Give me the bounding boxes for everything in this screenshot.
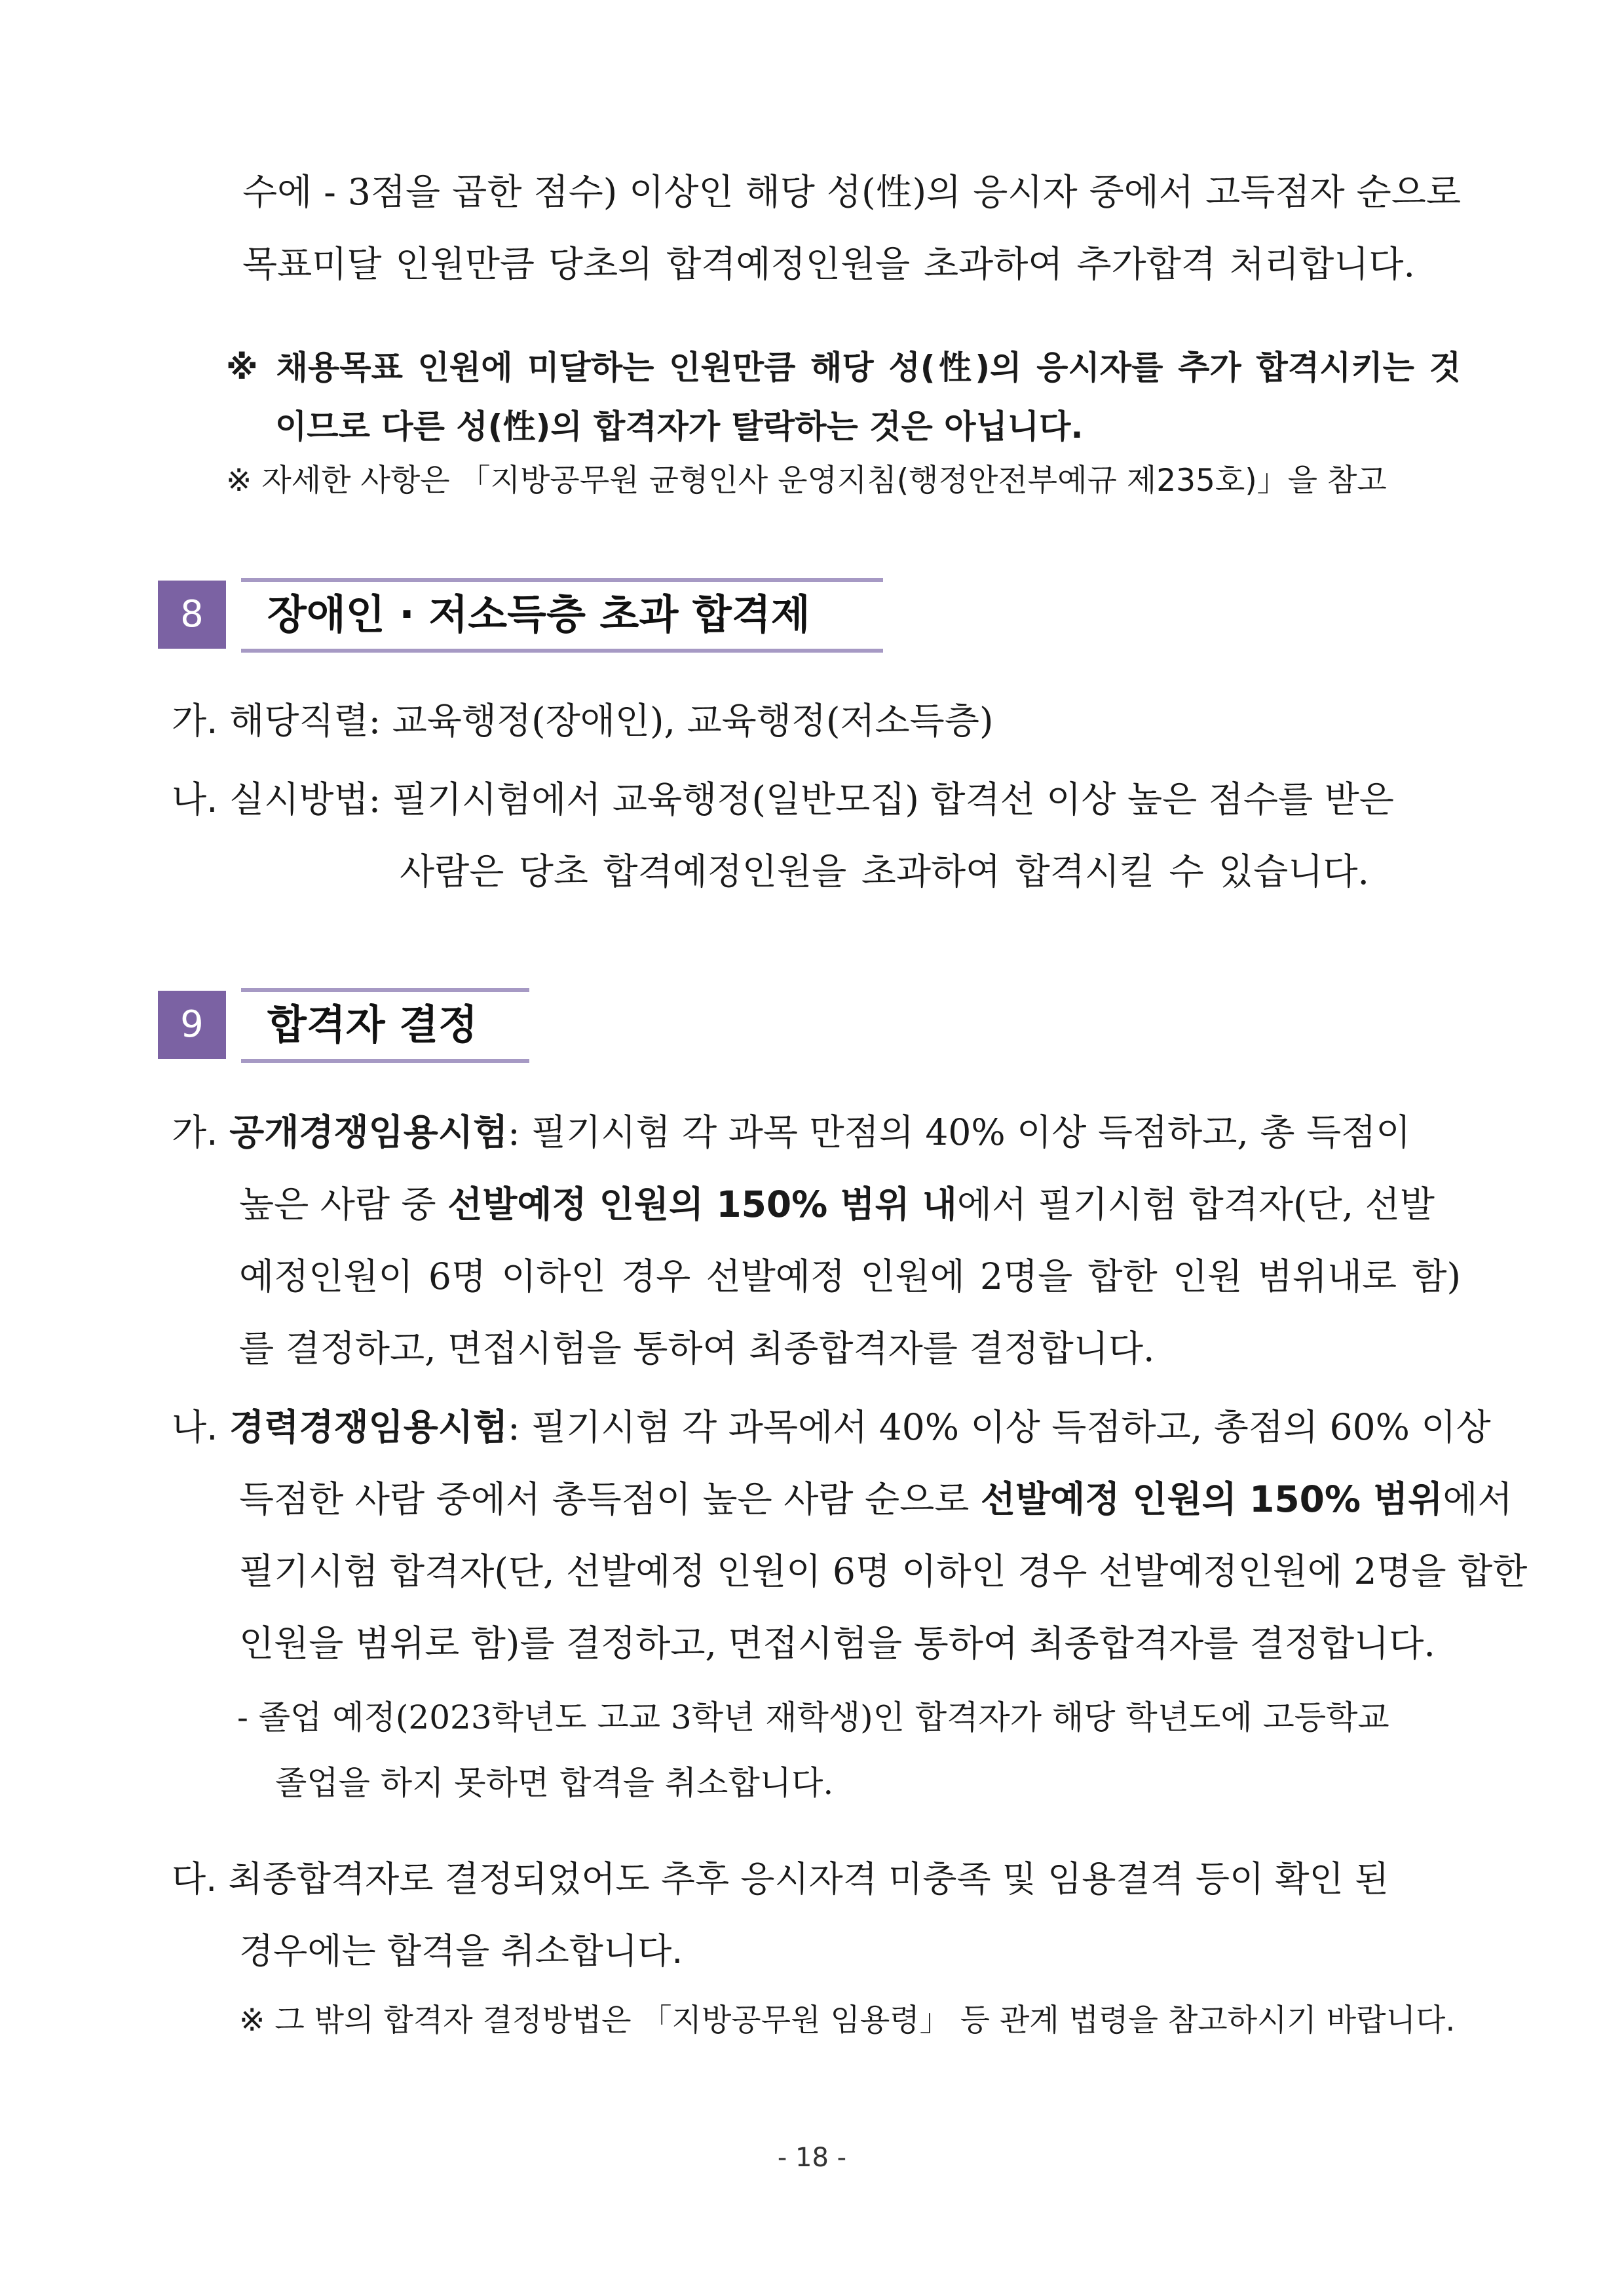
section-9-item-b-line-4: 인원을 범위로 함)를 결정하고, 면접시험을 통하여 최종합격자를 결정합니다. xyxy=(239,1622,1435,1664)
section-9-item-c-line-2: 경우에는 합격을 취소합니다. xyxy=(239,1930,683,1972)
intro-line-1: 수에 - 3점을 곱한 점수) 이상인 해당 성(性)의 응시자 중에서 고득점자 순으로 xyxy=(242,171,1461,213)
note-reference: ※ 자세한 사항은 「지방공무원 균형인사 운영지침(행정안전부예규 제235호)」을 참고 xyxy=(226,463,1387,499)
intro-line-2: 목표미달 인원만큼 당초의 합격예정인원을 초과하여 추가합격 처리합니다. xyxy=(242,243,1415,285)
item-marker: 나. xyxy=(172,778,218,820)
item-marker: 가. xyxy=(172,1111,218,1153)
emphasis-text: 선발예정 인원의 150% 범위 내 xyxy=(447,1183,957,1225)
item-label: 공개경쟁임용시험 xyxy=(229,1111,508,1153)
item-text: 교육행정(장애인), 교육행정(저소득층) xyxy=(392,700,994,742)
text-segment: 에서 필기시험 합격자(단, 선발 xyxy=(956,1183,1435,1225)
item-text: : 필기시험 각 과목 만점의 40% 이상 득점하고, 총 득점이 xyxy=(508,1111,1411,1153)
item-label: 실시방법: xyxy=(229,778,381,820)
item-text: 필기시험에서 교육행정(일반모집) 합격선 이상 높은 점수를 받은 xyxy=(392,778,1394,820)
section-9-number-badge: 9 xyxy=(158,991,226,1059)
section-9-closing-note: ※ 그 밖의 합격자 결정방법은 「지방공무원 임용령」 등 관계 법령을 참고하시기 바랍니다. xyxy=(239,2002,1456,2038)
section-9-item-b-sub-line-1: - 졸업 예정(2023학년도 고교 3학년 재학생)인 합격자가 해당 학년도에 고등학교 xyxy=(237,1698,1389,1736)
section-8-title: 장애인 · 저소득층 초과 합격제 xyxy=(267,590,810,638)
section-9-item-a-line-3: 예정인원이 6명 이하인 경우 선발예정 인원에 2명을 합한 인원 범위내로 함) xyxy=(239,1255,1461,1297)
section-9-item-a-line-2 xyxy=(239,1181,1435,1227)
section-9-item-b-line-3: 필기시험 합격자(단, 선발예정 인원이 6명 이하인 경우 선발예정인원에 2명을 합한 xyxy=(239,1550,1528,1592)
section-9-item-a-line-4: 를 결정하고, 면접시험을 통하여 최종합격자를 결정합니다. xyxy=(239,1328,1155,1369)
item-label: 해당직렬: xyxy=(229,700,381,742)
section-9-item-c-line-1 xyxy=(172,1856,1389,1902)
item-text: 최종합격자로 결정되었어도 추후 응시자격 미충족 및 임용결격 등이 확인 된 xyxy=(228,1858,1389,1900)
section-9-item-b-line-1 xyxy=(172,1404,1491,1450)
section-9-rule-bottom xyxy=(241,1059,529,1063)
section-9-item-a-line-1 xyxy=(172,1109,1465,1155)
section-8-rule-bottom xyxy=(241,649,883,653)
section-9-title: 합격자 결정 xyxy=(267,1001,478,1048)
item-label: 경력경쟁임용시험 xyxy=(229,1406,508,1448)
text-segment: 에서 xyxy=(1443,1478,1513,1520)
page-number: - 18 - xyxy=(777,2143,847,2173)
section-8-item-a xyxy=(172,698,993,744)
section-9-item-b-line-2 xyxy=(239,1476,1513,1522)
item-marker: 가. xyxy=(172,700,218,742)
section-8-item-b-line-2: 사람은 당초 합격예정인원을 초과하여 합격시킬 수 있습니다. xyxy=(400,851,1369,892)
section-9-item-b-sub-line-2: 졸업을 하지 못하면 합격을 취소합니다. xyxy=(275,1764,834,1802)
text-segment: 높은 사람 중 xyxy=(239,1183,448,1225)
item-marker: 나. xyxy=(172,1406,218,1448)
text-segment: 득점한 사람 중에서 총득점이 높은 사람 순으로 xyxy=(239,1478,981,1520)
note-bold-line-2: 이므로 다른 성(性)의 합격자가 탈락하는 것은 아닙니다. xyxy=(275,408,1084,446)
item-text: : 필기시험 각 과목에서 40% 이상 득점하고, 총점의 60% 이상 xyxy=(508,1406,1491,1448)
emphasis-text: 선발예정 인원의 150% 범위 xyxy=(980,1478,1443,1520)
note-bold-line-1: ※ 채용목표 인원에 미달하는 인원만큼 해당 성(性)의 응시자를 추가 합격시키는 것 xyxy=(226,349,1461,387)
section-8-item-b xyxy=(172,776,1394,822)
section-8-number-badge: 8 xyxy=(158,581,226,649)
item-marker: 다. xyxy=(172,1858,217,1900)
